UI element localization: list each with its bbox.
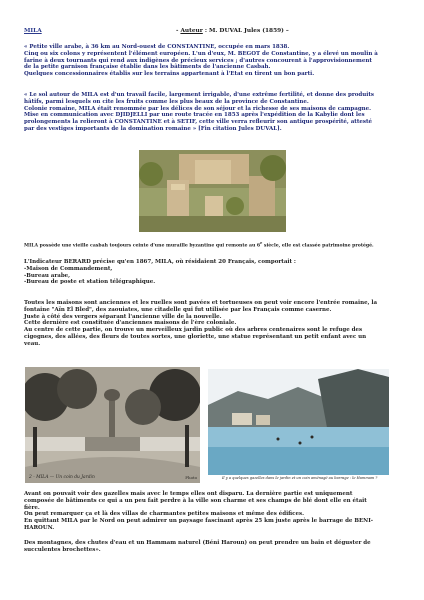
text-line: Juste à côté des vergers séparant l'ancienne ville de la nouvelle. [24, 313, 222, 320]
list-item: -Bureau arabe, [24, 272, 71, 279]
text-line: Cette dernière est constituée d'anciennes maisons de l'ère coloniale. [24, 320, 237, 327]
text-line: de la petite garnison française établie dans les bâtiments de l'ancienne Casbah. [24, 64, 271, 71]
text-line: Toutes les maisons sont anciennes et les ruelles sont pavées et tortueuses on peut voir encore l'entrée romaine, la [24, 300, 378, 306]
text-line: veau. [24, 340, 41, 347]
text-line: Avant on pouvait voir des gazelles mais avec le temps elles ont disparu. La dernière partie est uniquement [24, 491, 353, 497]
beni-haroun-caption: Il y a quelques gazelles dans le jardin et un coin aménagé au barrage : le Hammam ? [222, 476, 378, 480]
text-line: Au centre de cette partie, on trouve un merveilleux jardin public où des arbres centenaires sont le refuge des [24, 327, 363, 334]
author-rest: : M. DUVAL Jules (1859) – [202, 28, 289, 34]
text-line: Des montagnes, des chutes d'eau et un Hammam naturel (Béni Haroun) on peut prendre un bain et déguster de [24, 540, 371, 546]
closing-paragraph [24, 491, 400, 532]
beni-haroun-photo [208, 369, 389, 475]
text-line: En quittant MILA par le Nord on peut admirer un paysage fascinant après 25 km juste après le barrage de BENI- [24, 518, 374, 525]
text-line: Colonie romaine, MILA était renommée par les délices de son séjour et la richesse de ses maisons de campagne. [24, 105, 372, 112]
text-line: Cinq ou six colons y représentent l'élément européen. L'un d'eux, M. BEGOT de Constantine, y a élevé un moulin à [24, 50, 378, 57]
text-line: « Le sol autour de MILA est d'un travail facile, largement irrigable, d'une extrême fertilité, et donne des produits [24, 92, 374, 98]
header [24, 28, 400, 36]
postcard-stamp: Photo [185, 475, 197, 480]
text-line: cigognes, des allées, des fleurs de toutes sortes, une gloriette, une statue représentant un petit enfant avec un [24, 333, 367, 340]
garden-postcard-photo [25, 367, 200, 483]
text-line: L'Indicateur BERARD précise qu'en 1867, MILA, où résidaient 20 Français, comportait : [24, 259, 296, 265]
text-line: prolongements la relieront à CONSTANTINE et à SETIF, cette ville verra refleurir son antique prospérité, attesté [24, 119, 373, 126]
casbah-photo [139, 150, 286, 232]
text-line: On peut remarquer ça et là des villas de charmantes petites maisons et même des édifices. [24, 511, 305, 518]
indicateur-section [24, 259, 400, 286]
list-item: -Bureau de poste et station télégraphique. [24, 279, 156, 286]
houses-paragraph [24, 300, 400, 348]
text-line: hâtifs, parmi lesquels on cite les fruits comme les plus beaux de la province de Constantine. [24, 98, 309, 105]
postcard-caption: 2 - MILA — Un coin du Jardin [29, 475, 95, 480]
text-line: succulentes brochettes». [24, 546, 101, 553]
intro-paragraph-1 [24, 44, 400, 78]
text-line: composée de bâtiments ce qui a un peu fait perdre à la ville son charme et ses champs de blé dont elle en était [24, 497, 367, 504]
intro-paragraph-2 [24, 92, 400, 133]
text-line: fontaine "Aïn El Bled", des zaouiates, une citadelle qui fut utilisée par les Français comme caserne. [24, 306, 332, 313]
text-line: HAROUN. [24, 524, 55, 531]
casbah-photo-caption [24, 241, 404, 249]
text-line: Quelques concessionnaires établis sur les terrains appartenant à l'Etat en tirent un bon parti. [24, 71, 315, 78]
list-item: -Maison de Commandement, [24, 265, 113, 272]
caption-end: siècle, elle est classée patrimoine protégé. [262, 243, 374, 249]
caption-main: MILA possède une vieille casbah toujours ceinte d'une muraille byzantine qui remonte au 6 [24, 243, 261, 249]
page-title: MILA [24, 28, 42, 34]
text-line: « Petite ville arabe, à 36 km au Nord-ouest de CONSTANTINE, occupée en mars 1838. [24, 44, 290, 50]
text-line: farine à deux tournants qui rend aux indigènes de précieux services ; d'autres concourent à l'approvisionnement [24, 57, 372, 64]
text-line: fière. [24, 504, 40, 511]
text-line: par des vestiges importants de la domination romaine » [Fin citation Jules DUVAL]. [24, 125, 282, 132]
final-paragraph [24, 540, 400, 554]
text-line: Mise en communication avec DJIDJELLI par une route tracée en 1853 après l'expédition de la Kabylie dont les [24, 112, 365, 119]
author-line [176, 28, 289, 34]
author-label: Auteur [180, 28, 203, 34]
caption-sup: e [260, 241, 263, 245]
author-prefix: - [176, 28, 181, 34]
